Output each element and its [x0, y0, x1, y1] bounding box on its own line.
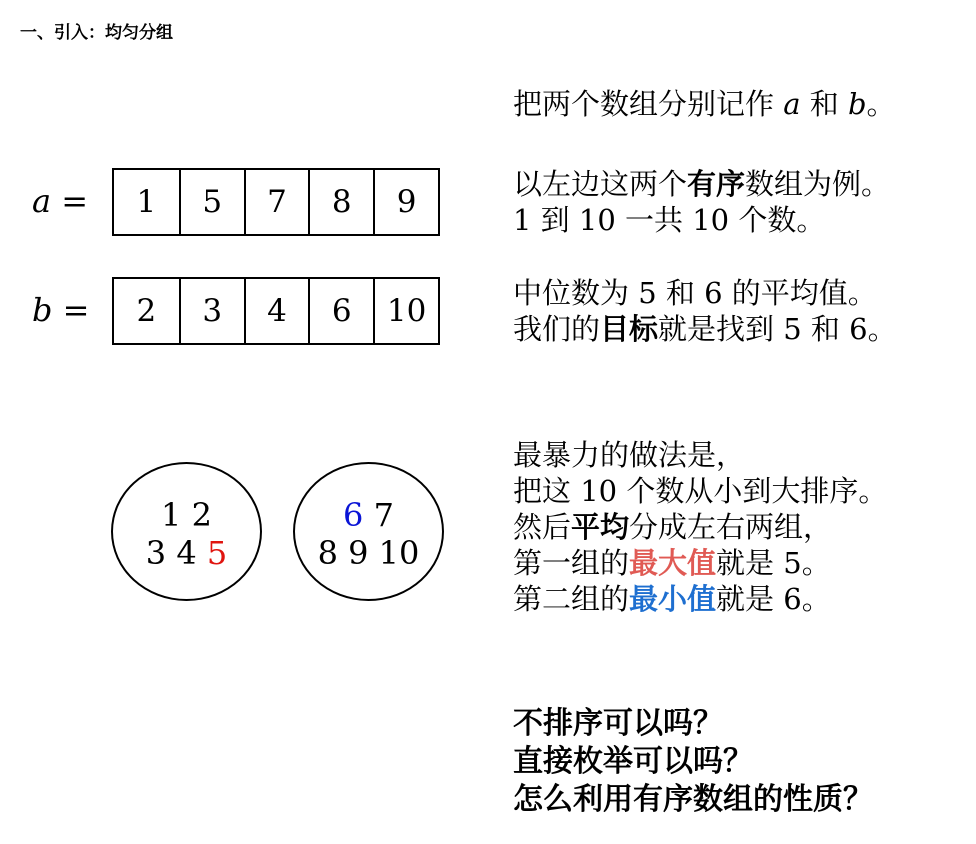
text: 我们的: [513, 312, 601, 346]
left-group-ellipse: [111, 462, 262, 601]
array-b-cell: 4: [244, 279, 309, 343]
number: 6: [849, 312, 868, 346]
bold-text: 平均: [571, 510, 630, 544]
array-a-cell: 5: [179, 170, 244, 234]
para-line: 最暴力的做法是，: [513, 438, 746, 472]
text: 分成左右两组，: [629, 510, 833, 544]
questions: [513, 705, 873, 819]
left-group-row2: [113, 534, 260, 572]
array-b: [112, 277, 440, 345]
array-b-cell: 2: [136, 293, 157, 329]
min-value-6: 6: [343, 496, 364, 534]
array-a-cell: 8: [308, 170, 373, 234]
array-b-cell: 6: [308, 279, 373, 343]
number: 6: [783, 582, 802, 616]
text: 就是: [716, 546, 784, 580]
number: 1: [513, 203, 532, 237]
right-group-row1: [295, 496, 442, 534]
var-b: b: [32, 291, 53, 329]
var-a: a: [783, 87, 801, 121]
highlight-min: 最小值: [629, 582, 717, 616]
para-line: [513, 545, 887, 581]
text: 以左边这两个: [513, 167, 688, 201]
text: 就是: [716, 582, 784, 616]
array-a-label: [32, 182, 88, 220]
left-group-row1: 1 2: [161, 496, 212, 534]
text: 把两个数组分别记作: [513, 87, 784, 121]
text: 的平均值。: [722, 276, 877, 310]
question: 不排序可以吗？: [513, 706, 723, 741]
array-b-cell: 10: [373, 279, 438, 343]
left-group-row2-text: 3 4: [145, 534, 207, 572]
para-median: [513, 275, 897, 347]
text: 第一组的: [513, 546, 630, 580]
text: 。: [867, 312, 897, 346]
array-a-cell: 7: [244, 170, 309, 234]
para-example: [513, 166, 890, 238]
right-group-row2: 8 9 10: [317, 534, 420, 572]
text: 和: [801, 312, 850, 346]
text: 然后: [513, 510, 572, 544]
var-a: a: [32, 182, 52, 220]
text: 个数。: [729, 203, 826, 237]
para-arrays-named: [513, 86, 896, 122]
text: 数组为例。: [745, 167, 891, 201]
text: 。: [801, 546, 831, 580]
text: 把这: [513, 474, 581, 508]
number: 5: [783, 312, 802, 346]
text: 到: [531, 203, 579, 237]
para-line: [513, 275, 897, 311]
text: 和: [800, 87, 848, 121]
number: 10: [692, 203, 730, 237]
para-line: [513, 509, 887, 545]
text: 。: [801, 582, 831, 616]
array-a-cell: 9: [373, 170, 438, 234]
number: 5: [638, 276, 657, 310]
text: 和: [656, 276, 705, 310]
text: 个数从小到大排序。: [617, 474, 888, 508]
question: 直接枚举可以吗？: [513, 744, 753, 779]
section-heading: 一、引入：均匀分组: [20, 23, 173, 43]
right-group-row1-text: 7: [363, 496, 394, 534]
text: 就是找到: [658, 312, 784, 346]
max-value-5: 5: [206, 534, 228, 572]
text: 中位数为: [513, 276, 639, 310]
highlight-max: 最大值: [629, 546, 717, 580]
number: 5: [783, 546, 802, 580]
array-a: [112, 168, 440, 236]
para-line: [513, 473, 887, 509]
para-line: [513, 581, 887, 617]
var-b: b: [847, 87, 867, 121]
question: 怎么利用有序数组的性质？: [513, 782, 873, 817]
text: 一共: [615, 203, 693, 237]
text: 第二组的: [513, 582, 630, 616]
number: 6: [704, 276, 723, 310]
text: 。: [866, 87, 896, 121]
number: 10: [578, 203, 616, 237]
right-group-ellipse: [293, 462, 444, 601]
bold-text: 有序: [687, 167, 746, 201]
bold-text: 目标: [600, 312, 659, 346]
para-brute-force: [513, 437, 887, 617]
equals-sign: =: [51, 182, 89, 220]
equals-sign: =: [52, 291, 90, 329]
number: 10: [580, 474, 618, 508]
array-a-cell: 1: [136, 184, 157, 220]
para-line: [513, 166, 890, 202]
array-b-label: [32, 291, 89, 329]
para-line: [513, 202, 890, 238]
array-b-cell: 3: [179, 279, 244, 343]
para-line: [513, 311, 897, 347]
